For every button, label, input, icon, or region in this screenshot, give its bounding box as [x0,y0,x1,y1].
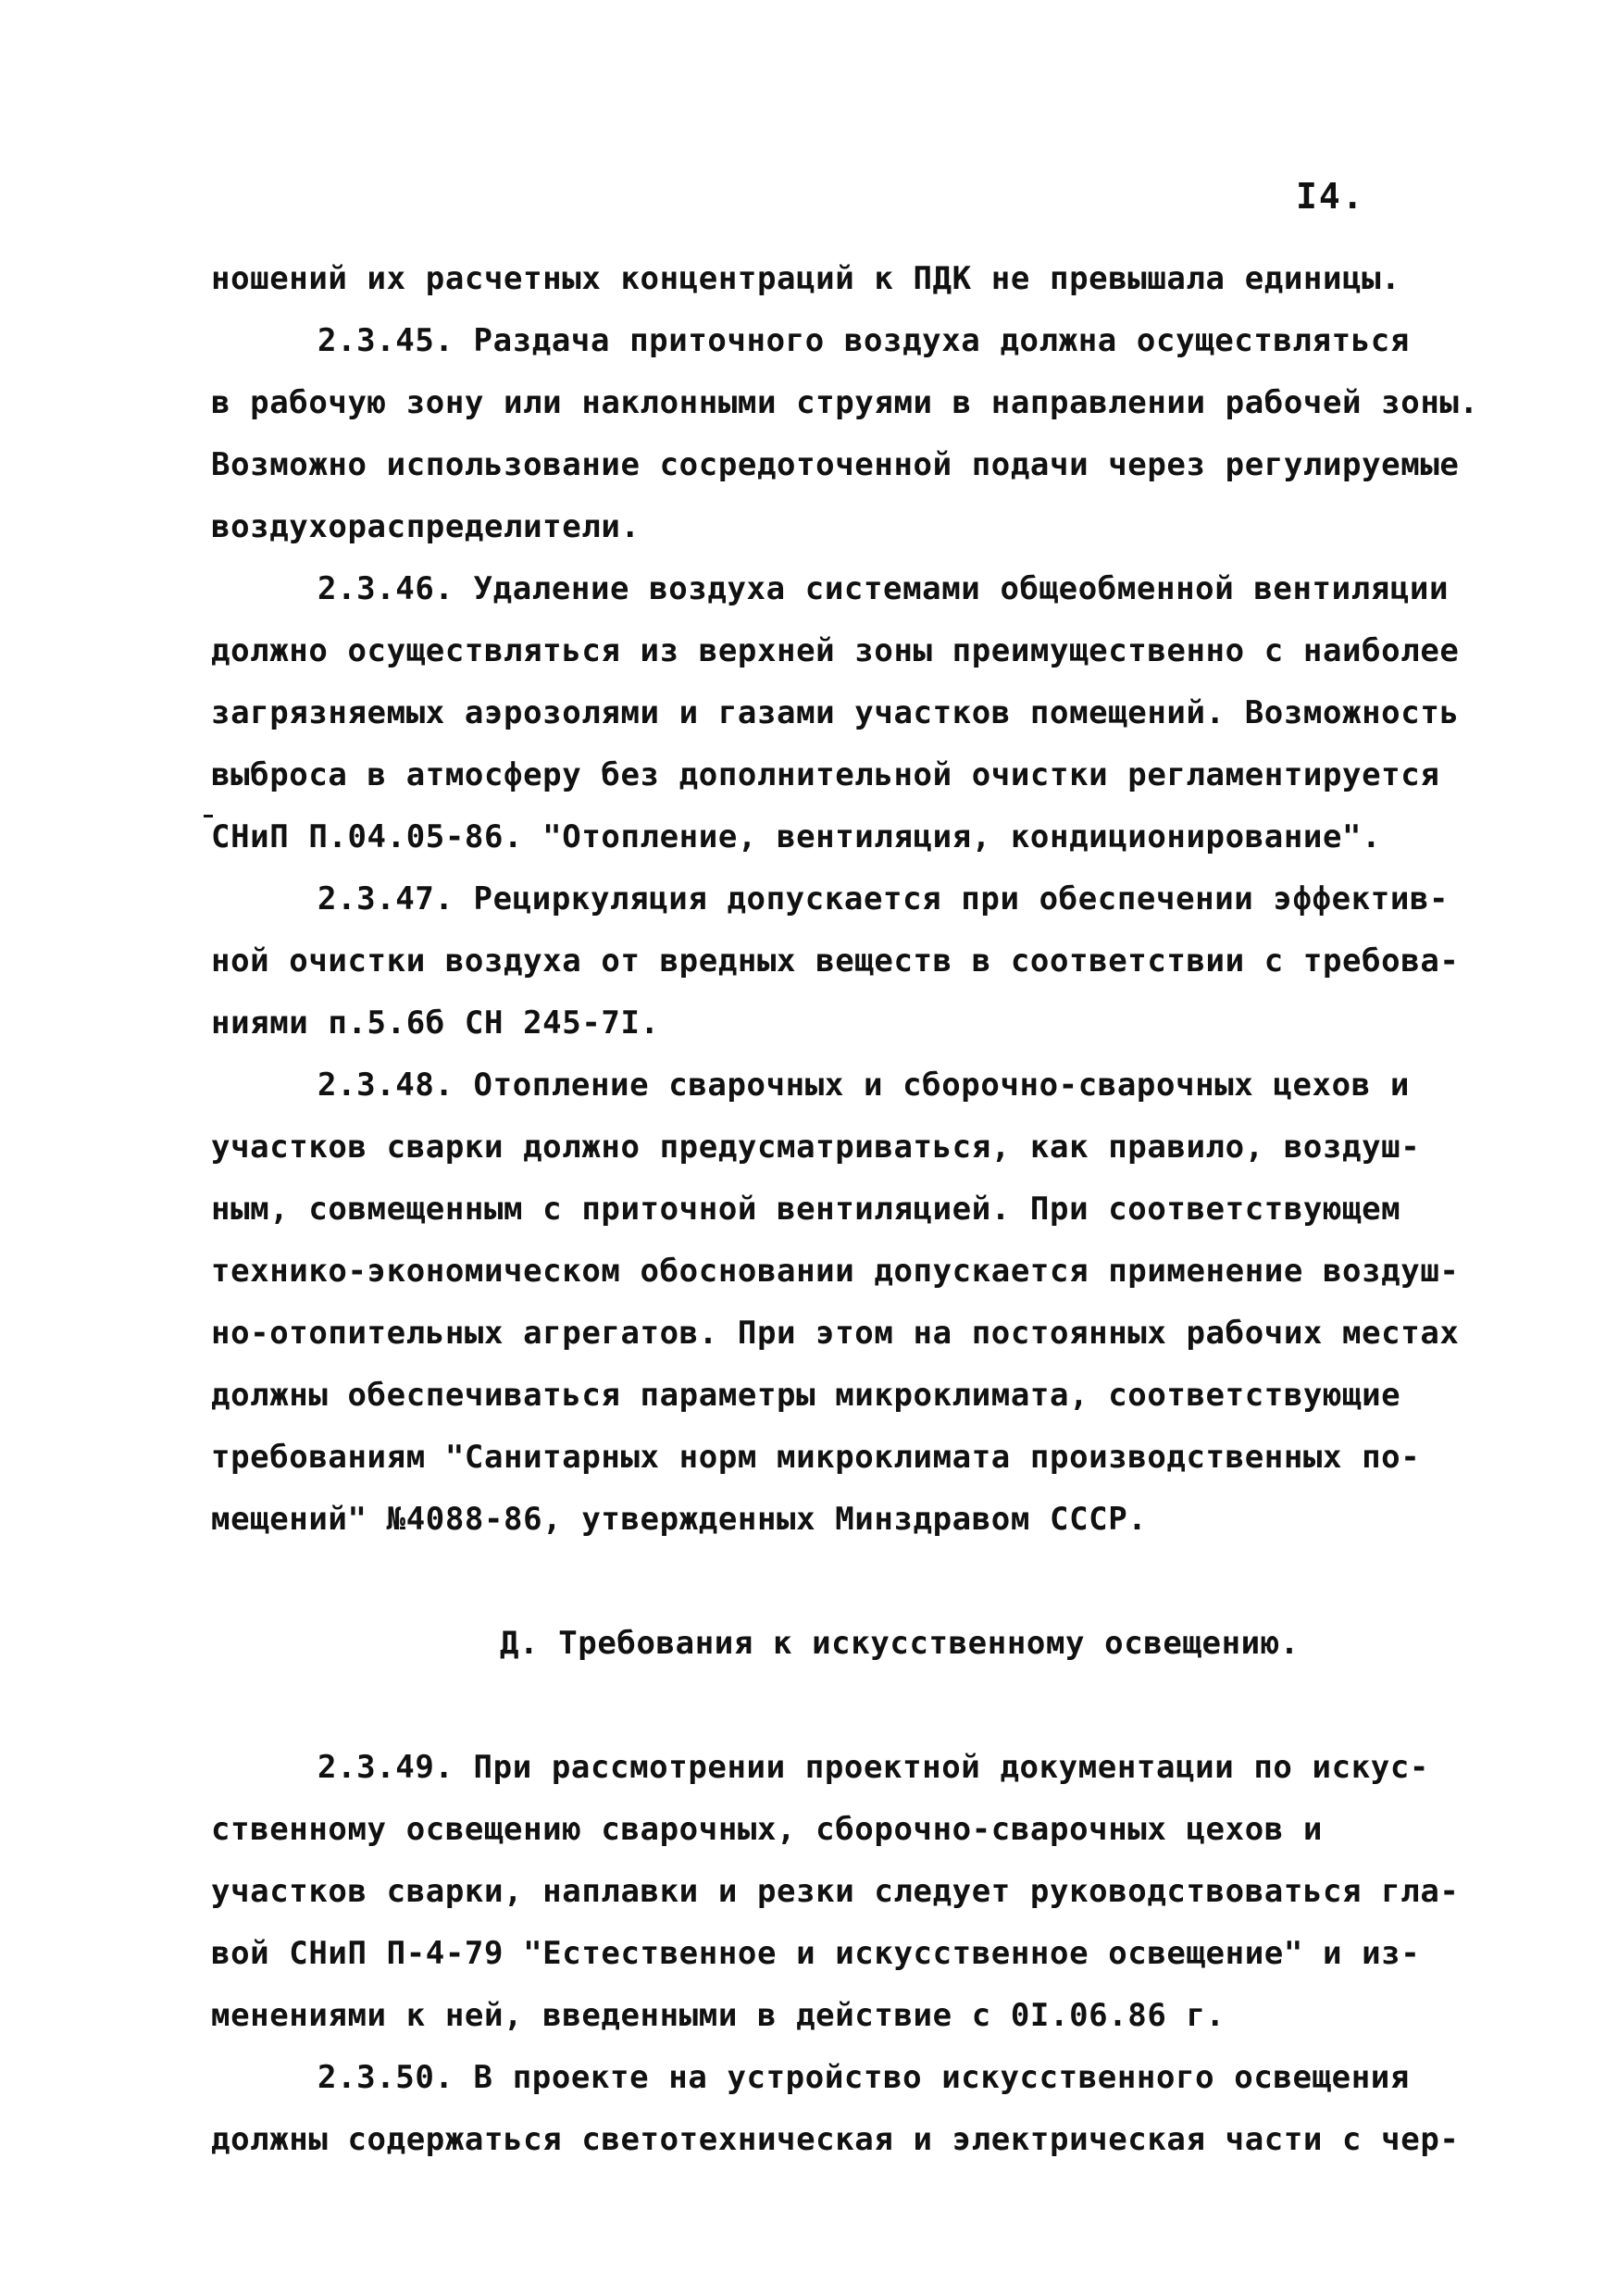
paragraph-2-3-49: 2.3.49. При рассмотрении проектной документации по искус- [317,1749,1429,1786]
paragraph-2-3-48: 2.3.48. Отопление сварочных и сборочно-сварочных цехов и [317,1067,1410,1104]
text-line: технико-экономическом обосновании допускается применение воздуш- [211,1253,1460,1290]
text-line: менениями к ней, введенными в действие с 0I.06.86 г. [211,1997,1226,2034]
text-line: ственному освещению сварочных, сборочно-сварочных цехов и [211,1811,1323,1848]
text-line: ной очистки воздуха от вредных веществ в соответствии с требова- [211,942,1460,980]
text-line: Возможно использование сосредоточенной подачи через регулируемые [211,446,1460,483]
text-line: должно осуществляться из верхней зоны преимущественно с наиболее [211,632,1460,669]
text-line: вой СНиП П-4-79 "Естественное и искусственное освещение" и из- [211,1935,1421,1972]
document-body [211,248,1479,2171]
text-line: ношений их расчетных концентраций к ПДК не превышала единицы. [211,260,1401,297]
text-line: требованиям "Санитарных норм микроклимата производственных по- [211,1439,1421,1476]
text-line: выброса в атмосферу без дополнительной очистки регламентируется [211,756,1440,793]
text-line: мещений" №4088-86, утвержденных Минздравом СССР. [211,1501,1148,1538]
paragraph-2-3-50: 2.3.50. В проекте на устройство искусственного освещения [317,2059,1410,2096]
text-line: СНиП П.04.05-86. "Отопление, вентиляция, кондиционирование". [211,818,1382,855]
paragraph-2-3-47: 2.3.47. Рециркуляция допускается при обеспечении эффектив- [317,880,1450,917]
text-line: но-отопительных агрегатов. При этом на постоянных рабочих местах [211,1315,1460,1352]
text-line: участков сварки должно предусматриваться, как правило, воздуш- [211,1129,1421,1166]
text-line: должны содержаться светотехническая и электрическая части с чер- [211,2121,1460,2158]
text-line: ниями п.5.6б СН 245-7I. [211,1004,660,1042]
text-line: должны обеспечиваться параметры микроклимата, соответствующие [211,1377,1401,1414]
text-line: участков сварки, наплавки и резки следует руководствоваться гла- [211,1873,1460,1910]
paragraph-2-3-46: 2.3.46. Удаление воздуха системами общеобменной вентиляции [317,570,1450,607]
page-number: I4. [1296,176,1365,217]
paragraph-2-3-45: 2.3.45. Раздача приточного воздуха должна осуществляться [317,322,1410,359]
text-line: воздухораспределители. [211,508,641,545]
text-line: ным, совмещенным с приточной вентиляцией. При соответствующем [211,1191,1401,1228]
section-heading: Д. Требования к искусственному освещению. [500,1625,1300,1662]
text-line: в рабочую зону или наклонными струями в направлении рабочей зоны. [211,384,1479,421]
text-line: загрязняемых аэрозолями и газами участков помещений. Возможность [211,694,1460,731]
